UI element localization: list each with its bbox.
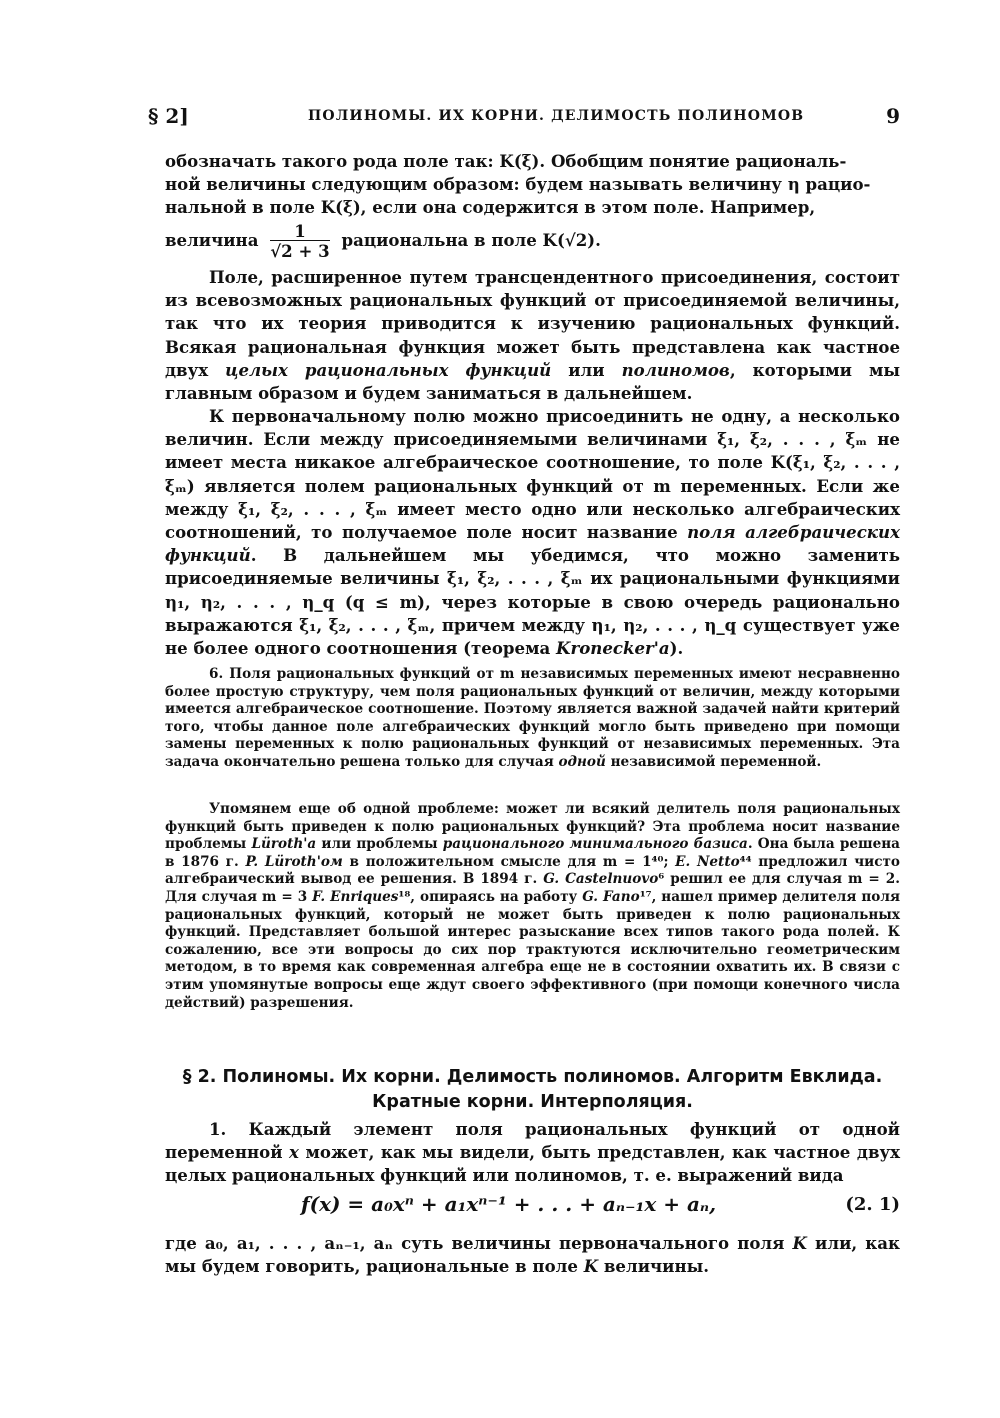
text-fragment: , которыми мы главным образом и будем заниматься в дальнейшем. [165, 359, 900, 404]
emphasis: F. Enriques [312, 888, 399, 905]
text-fragment: ¹⁸, опираясь на работу [398, 888, 583, 905]
emphasis: Lüroth'а [251, 836, 317, 853]
text-fragment: ⁴⁴ предложил чисто алгебраический вывод ее решения. В 1894 г. [165, 853, 900, 888]
text-fragment: рациональна в поле K(√2). [341, 229, 601, 250]
emphasis: G. Castelnuovo [543, 871, 659, 888]
emphasis: целых рациональных функций [225, 359, 552, 380]
paragraph-multiple-adjunction [165, 405, 900, 660]
emphasis: x [289, 1142, 299, 1163]
paragraph-coefficients [165, 1232, 900, 1278]
header-section-ref: § 2] [148, 104, 189, 128]
text-fragment: или [551, 359, 622, 380]
running-header [148, 104, 900, 132]
equation-2-1 [165, 1190, 900, 1224]
text-fragment: Поле, расширенное путем трансцендентного присоединения, состоит из всевозможных рациональных функций от присоединяемой величины, так что их теория приводится к изучению рациональных функций. Всякая рациональная функция может быть представлена как частное двух [165, 267, 900, 380]
emphasis: G. Fano [582, 888, 640, 905]
section-heading [165, 1065, 900, 1115]
page-number: 9 [886, 104, 900, 128]
paragraph-item-1 [165, 1118, 900, 1188]
text-fragment: в положительном смысле для m = 1⁴⁰; [342, 853, 676, 870]
emphasis: Kronecker'а [556, 638, 670, 659]
emphasis: P. Lüroth'ом [245, 853, 343, 870]
text-fragment: . Она была решена в 1876 г. [165, 836, 900, 870]
equation-formula: f(x) = a₀xⁿ + a₁xⁿ⁻¹ + . . . + aₙ₋₁x + aₙ, [301, 1192, 717, 1216]
fraction-denominator: √2 + 3 [270, 240, 330, 261]
item-number: 6. [209, 666, 224, 682]
fraction-numerator: 1 [270, 222, 329, 241]
fraction [270, 222, 329, 261]
text-fragment: ). [669, 638, 684, 659]
paragraph-transcendental-extension [165, 266, 900, 405]
text-fragment: может, как мы видели, быть представлен, как частное двух целых рациональных функций или полиномов, т. е. выражений вида [165, 1142, 900, 1186]
paragraph-item-6 [165, 666, 900, 772]
text-line [165, 222, 900, 261]
text-fragment: независимой переменной. [605, 753, 822, 770]
header-title: ПОЛИНОМЫ. ИХ КОРНИ. ДЕЛИМОСТЬ ПОЛИНОМОВ [308, 108, 805, 124]
text-fragment: или, как мы будем говорить, рациональные в поле [165, 1233, 900, 1277]
text-fragment: ⁶ решил ее для случая m = 2. Для случая m = 3 [165, 871, 900, 905]
emphasis: E. Netto [675, 853, 740, 870]
emphasis: K [583, 1256, 599, 1277]
emphasis: рационального минимального базиса [442, 836, 748, 853]
section-heading-line: Кратные корни. Интерполяция. [372, 1092, 693, 1112]
emphasis: K [792, 1233, 807, 1253]
text-fragment: величина [165, 229, 259, 250]
section-heading-line: § 2. Полиномы. Их корни. Делимость полиномов. Алгоритм Евклида. [182, 1067, 883, 1087]
text-line: нальной в поле K(ξ), если она содержится в этом поле. Например, [165, 197, 816, 218]
emphasis: одной [558, 753, 606, 770]
equation-number: (2. 1) [845, 1194, 900, 1215]
text-fragment: . В дальнейшем мы убедимся, что можно заменить присоединяемые величины ξ₁, ξ₂, . . . , ξₘ их рациональными функциями η₁, η₂, . . . , η_q (q ≤ m), через которые в свою очередь рационально выражаются ξ₁, ξ₂, . . . , ξₘ, причем между η₁, η₂, . . . , η_q существует уже не более одного соотношения (теорема [165, 545, 900, 659]
text-fragment: Каждый элемент поля рациональных функций от одной переменной [165, 1119, 900, 1163]
text-fragment: К первоначальному полю можно присоединить не одну, а несколько величин. Если между присоединяемыми величинами ξ₁, ξ₂, . . . , ξₘ не имеет места никакое алгебраическое соотношение, то поле K(ξ₁, ξ₂, . . . , ξₘ) является полем рациональных функций от m переменных. Если же между ξ₁, ξ₂, . . . , ξₘ имеет место одно или несколько алгебраических соотношений, то получаемое поле носит название [165, 406, 900, 543]
paragraph-luroth-problem [165, 801, 900, 1012]
text-fragment: или проблемы [316, 836, 443, 853]
paragraph-rational-quantity [165, 150, 900, 261]
text-fragment: величины. [598, 1256, 710, 1277]
item-number: 1. [209, 1119, 227, 1139]
text-fragment: Упомянем еще об одной проблеме: может ли всякий делитель поля рациональных функций быть приведен к полю рациональных функций? Эта проблема носит название проблемы [165, 801, 900, 853]
emphasis: полиномов [621, 359, 730, 380]
text-fragment: ¹⁷, нашел пример делителя поля рациональных функций, который не может быть приведен к полю рациональных функций. Представляет большой интерес разыскание всех типов такого рода полей. К сожалению, все эти вопросы до сих пор трактуются исключительно геометрическим методом, в то время как современная алгебра еще не в состоянии охватить их. В связи с этим упомянутые вопросы еще ждут своего эффективного (при помощи конечного числа действий) разрешения. [165, 888, 901, 1011]
emphasis: поля алгебраических функций [165, 522, 900, 566]
text-fragment: где a₀, a₁, . . . , aₙ₋₁, aₙ суть величины первоначального поля [165, 1233, 793, 1253]
text-line: обозначать такого рода поле так: K(ξ). Обобщим понятие рациональ- [165, 151, 847, 171]
text-fragment: Поля рациональных функций от m независимых переменных имеют несравненно более простую структуру, чем поля рациональных функций от величин, между которыми имеется алгебраическое соотношение. Поэтому является важной задачей найти критерий того, чтобы данное поле алгебраических функций могло быть приведено при помощи замены переменных к полю рациональных функций от независимых переменных. Эта задача окончательно решена только для случая [165, 666, 900, 770]
text-line: ной величины следующим образом: будем называть величину η рацио- [165, 174, 871, 195]
